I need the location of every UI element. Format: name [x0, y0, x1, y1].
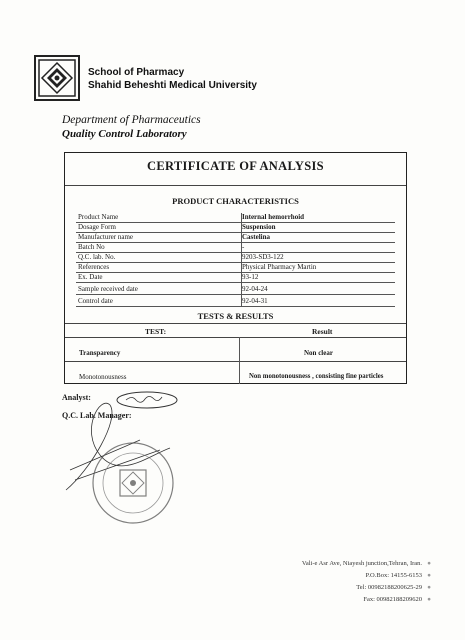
fax-line: [302, 594, 431, 606]
address-line: [302, 558, 431, 570]
tel-line: [302, 582, 431, 594]
row-value: 92-04-24: [242, 285, 268, 293]
row-label: Q.C. lab. No.: [78, 253, 116, 261]
product-row: [76, 243, 395, 253]
department-block: [62, 113, 201, 141]
product-row: [76, 273, 395, 283]
row-value: Physical Pharmacy Martin: [242, 263, 317, 271]
analyst-label: Analyst:: [62, 393, 91, 402]
certificate-frame: [64, 152, 407, 384]
contact-block: [302, 558, 431, 606]
result-column-header: Result: [312, 327, 333, 336]
address-text: Vali-e Asr Ave, Niayesh junction,Tehran, Iran.: [301, 560, 423, 567]
bullet-icon: ●: [427, 560, 431, 567]
row-value: Internal hemorrhoid: [242, 213, 305, 221]
row-label: Product Name: [78, 213, 119, 221]
product-row: [76, 253, 395, 263]
divider: [65, 361, 406, 362]
fax-text: Fax: 00982188209620: [363, 596, 423, 603]
row-label: Control date: [78, 297, 113, 305]
certificate-title: CERTIFICATE OF ANALYSIS: [147, 159, 324, 173]
row-value: Suspension: [242, 223, 276, 231]
product-row: [76, 223, 395, 233]
row-value: 93-12: [242, 273, 259, 281]
analyst-signature: [117, 392, 177, 408]
test-column-header: TEST:: [145, 327, 167, 336]
product-row: [76, 233, 395, 243]
divider: [65, 323, 406, 324]
product-row: [76, 297, 395, 307]
tel-text: Tel: 00982188200625-29: [356, 584, 423, 591]
column-divider: [239, 337, 240, 384]
test-name: Transparency: [79, 349, 121, 357]
product-row: [76, 213, 395, 223]
bullet-icon: ●: [427, 596, 431, 603]
divider: [65, 337, 406, 338]
school-name: School of Pharmacy: [88, 67, 185, 78]
department-name: Department of Pharmaceutics: [62, 114, 201, 126]
product-section-title: PRODUCT CHARACTERISTICS: [172, 196, 299, 206]
bullet-icon: ●: [427, 572, 431, 579]
row-value: Castelina: [242, 233, 270, 241]
product-row: [76, 285, 395, 295]
bullet-icon: ●: [427, 584, 431, 591]
row-label: Sample received date: [78, 285, 138, 293]
test-result: Non monotonousness , consisting fine particles: [249, 373, 384, 380]
test-result: Non clear: [304, 349, 333, 357]
row-label: Manufacturer name: [78, 233, 133, 241]
divider: [65, 185, 406, 186]
row-value: -: [242, 243, 245, 251]
pobox-text: P.O.Box: 14155-6153: [365, 572, 423, 579]
test-name: Monotonousness: [79, 373, 127, 381]
university-logo: [33, 54, 81, 102]
lab-name: Quality Control Laboratory: [62, 128, 187, 140]
pobox-line: [302, 570, 431, 582]
row-label: Ex. Date: [78, 273, 103, 281]
row-label: Dosage Form: [78, 223, 116, 231]
row-label: Batch No: [78, 243, 105, 251]
university-name: [88, 66, 257, 92]
tests-section-title: TESTS & RESULTS: [197, 311, 274, 321]
manager-label: Q.C. Lab. Manager:: [62, 411, 132, 420]
university-line: Shahid Beheshti Medical University: [88, 80, 257, 91]
product-row: [76, 263, 395, 273]
column-divider: [241, 213, 245, 307]
analyst-signature-scribble: [126, 397, 162, 403]
row-label: References: [78, 263, 110, 271]
row-value: 9203-SD3-122: [242, 253, 284, 261]
stamp-emblem: [120, 470, 146, 496]
row-value: 92-04-31: [242, 297, 268, 305]
official-stamp: [93, 443, 173, 523]
